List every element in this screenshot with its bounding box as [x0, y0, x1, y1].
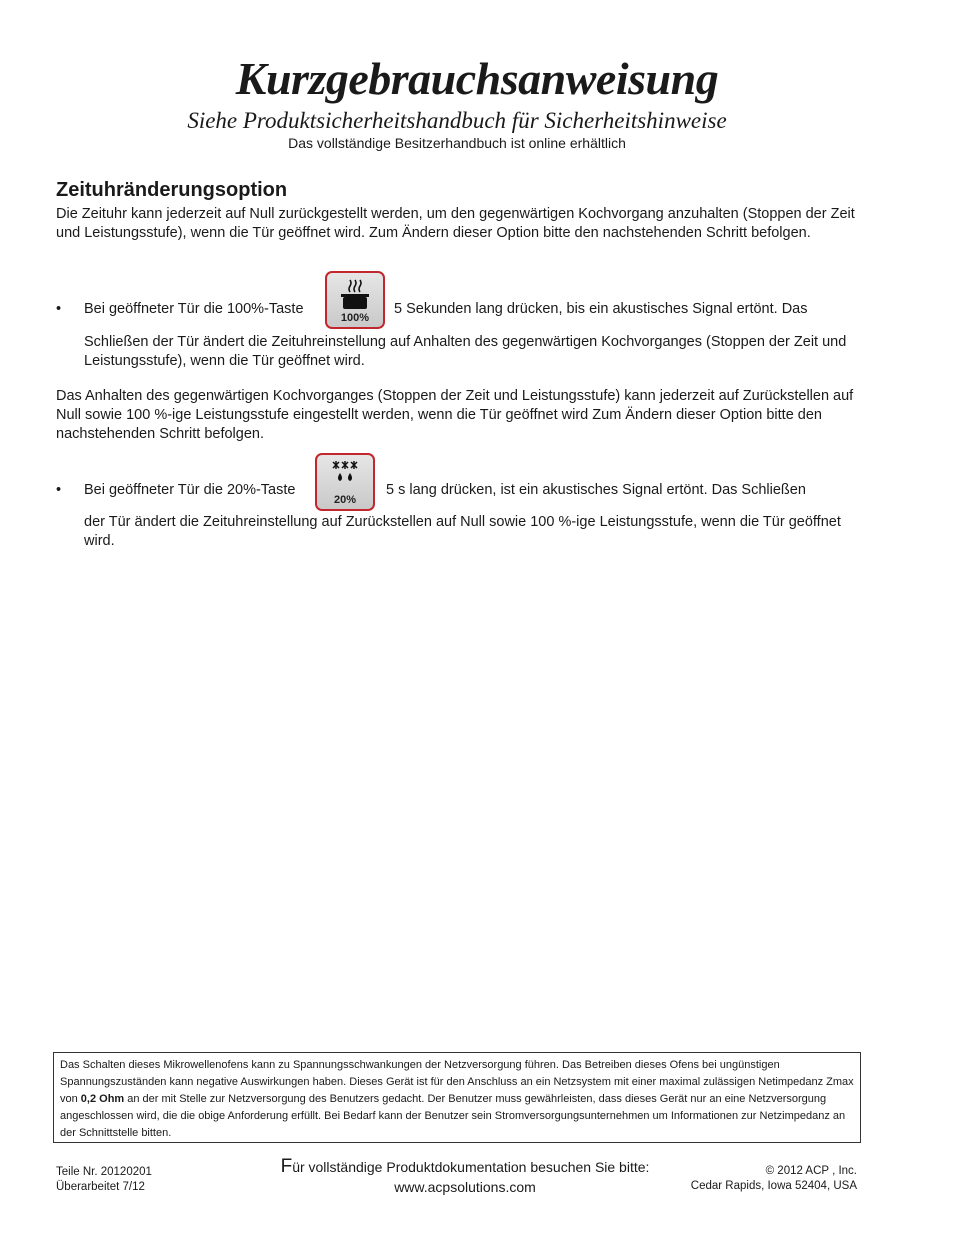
online-manual-note: Das vollständige Besitzerhandbuch ist online erhältlich — [288, 135, 626, 151]
part-number: Teile Nr. 20120201 — [56, 1166, 152, 1178]
footer-documentation — [210, 1157, 720, 1197]
notice-text-before: Das Schalten dieses Mikrowellenofens kann zu Spannungsschwankungen der Netzversorgung führen. Das Betreiben dieses Ofens bei ungünstigen Spannungszuständen kann negative Auswirkungen haben. Dieses Gerät ist für den Anschluss an ein Netzsystem mit einer maximal zulässigen Netimpedanz Zmax von — [60, 1059, 854, 1105]
voltage-notice-box — [53, 1052, 861, 1143]
notice-impedance-value: 0,2 Ohm — [80, 1093, 125, 1105]
step-continuation: der Tür ändert die Zeituhreinstellung auf Zurückstellen auf Null sowie 100 %-ige Leistungsstufe, wenn die Tür geöffnet wird. — [84, 514, 841, 549]
section-heading: Zeituhränderungsoption — [56, 179, 288, 201]
footer-part-info — [56, 1165, 152, 1195]
bullet-dot: • — [56, 482, 62, 498]
intro-paragraph: Die Zeituhr kann jederzeit auf Null zurückgestellt werden, um den gegenwärtigen Kochvorgang anzuhalten (Stoppen der Zeit und Leistungsstufe), wenn die Tür geöffnet wird. Zum Ändern dieser Option bitte den nachstehenden Schritt befolgen. — [56, 206, 855, 241]
step-lead-text: Bei geöffneter Tür die 100%-Taste — [84, 301, 304, 317]
copyright: © 2012 ACP , Inc. — [765, 1165, 857, 1177]
safety-subtitle: Siehe Produktsicherheitshandbuch für Sicherheitshinweise — [187, 108, 727, 133]
page-title: Kurzgebrauchsanweisung — [235, 53, 719, 104]
step-lead-text: Bei geöffneter Tür die 20%-Taste — [84, 482, 296, 498]
power-100-key — [325, 271, 385, 329]
documentation-text: ür vollständige Produktdokumentation besuchen Sie bitte: — [292, 1159, 650, 1175]
documentation-note — [210, 1157, 720, 1177]
step-tail-text: 5 Sekunden lang drücken, bis ein akustisches Signal ertönt. Das — [394, 301, 808, 317]
documentation-first-letter: F — [280, 1156, 293, 1177]
power-20-key — [315, 453, 375, 511]
website-url: www.acpsolutions.com — [394, 1179, 536, 1195]
notice-text-after: an der mit Stelle zur Netzversorgung des Benutzers gedacht. Der Benutzer muss gewährleisten, dass dieses Gerät nur an eine Netzversorgung angeschlossen wird, die die obige Anforderung erfüllt. Bei Bedarf kann der Benutzer sein Stromversorgungsunternehmen um Informationen zur Netzimpedanz an der Schnittstelle bitten. — [60, 1093, 846, 1139]
steaming-pot-icon — [327, 273, 383, 313]
key-label-20: 20% — [333, 494, 357, 506]
company-address: Cedar Rapids, Iowa 52404, USA — [690, 1180, 857, 1192]
step-tail-text: 5 s lang drücken, ist ein akustisches Signal ertönt. Das Schließen — [386, 482, 806, 498]
footer-company — [691, 1164, 857, 1194]
key-label-100: 100% — [340, 312, 370, 324]
second-paragraph: Das Anhalten des gegenwärtigen Kochvorganges (Stoppen der Zeit und Leistungsstufe) kann jederzeit auf Zurückstellen auf Null sowie 100 %-ige Leistungsstufe eingestellt werden, wenn die Tür geöffnet wird Zum Ändern dieser Option bitte den nachstehenden Schritt befolgen. — [56, 388, 854, 442]
revision-date: Überarbeitet 7/12 — [56, 1181, 145, 1193]
notice-text — [60, 1057, 854, 1142]
bullet-dot: • — [56, 301, 62, 317]
defrost-icon — [317, 455, 373, 495]
step-continuation: Schließen der Tür ändert die Zeituhreinstellung auf Anhalten des gegenwärtigen Kochvorganges (Stoppen der Zeit und Leistungsstufe), wenn die Tür geöffnet wird. — [84, 334, 847, 369]
